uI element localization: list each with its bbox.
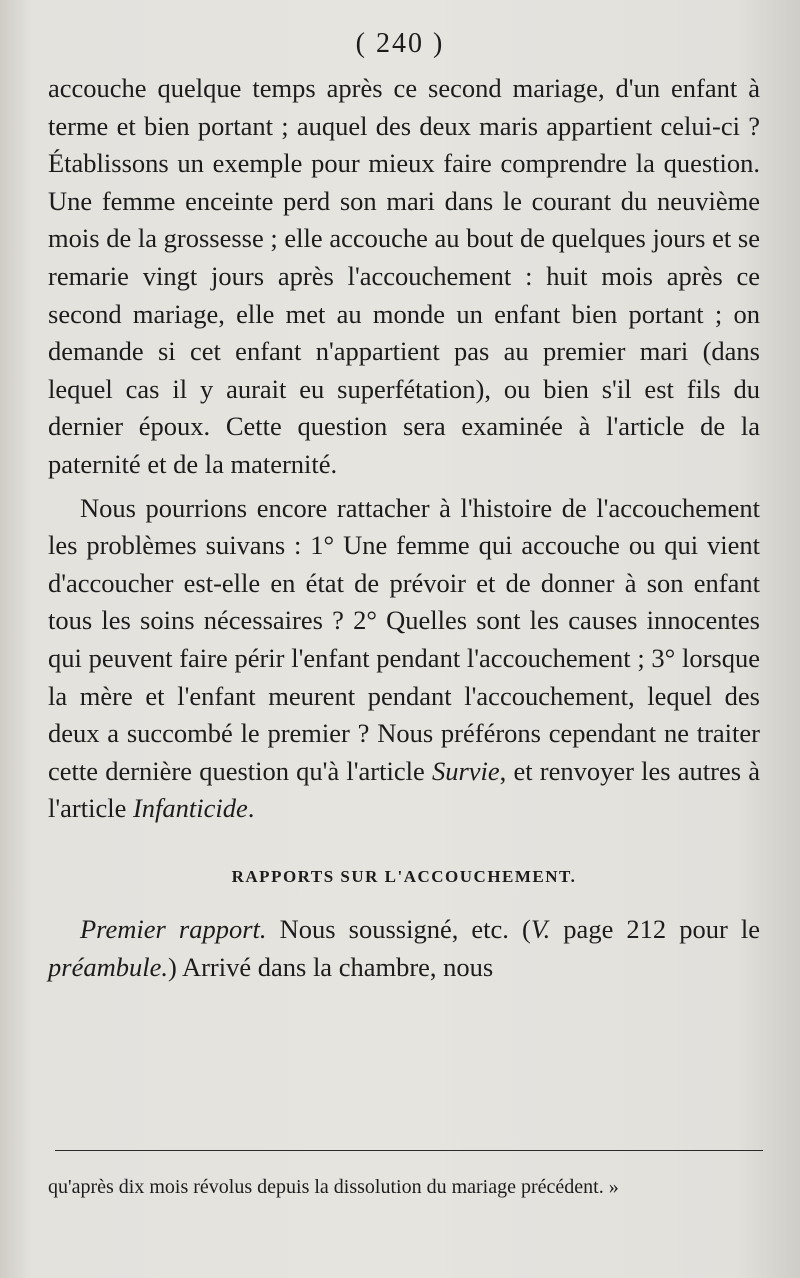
infanticide-reference: Infanticide [132, 793, 248, 824]
section-heading: RAPPORTS SUR L'ACCOUCHEMENT. [231, 866, 577, 886]
footnote-text: qu'après dix mois révolus depuis la dissolution du mariage précédent. » [48, 1176, 619, 1198]
paragraph-3-text-3: ) Arrivé dans la chambre, nous [167, 952, 494, 983]
v-abbreviation: V. [530, 914, 551, 945]
premier-rapport-label: Premier rapport. [80, 914, 267, 945]
paragraph-3 [48, 911, 760, 986]
paragraph-2 [48, 490, 760, 828]
paragraph-2-text: Nous pourrions encore rattacher à l'histoire de l'accouchement les problèmes suivans : 1° Une femme qui accouche ou qui vient d'accoucher est-elle en état de prévoir et de donner à son enfant tous les soins nécessaires ? 2° Quelles sont les causes innocentes qui peuvent faire périr l'enfant pendant l'accouchement ; 3° lorsque la mère et l'enfant meurent pendant l'accouchement, lequel des deux a succombé le premier ? Nous préférons cependant ne traiter cette dernière question qu'à l'article [48, 492, 760, 786]
main-text [48, 70, 760, 987]
paragraph-2-middle: , et renvoyer les autres à l'article [48, 755, 761, 824]
survie-reference: Survie [431, 755, 500, 786]
page-number: ( 240 ) [355, 28, 445, 59]
footnote [48, 1172, 763, 1203]
paragraph-1: accouche quelque temps après ce second mariage, d'un enfant à terme et bien portant ; auquel des deux maris appartient celui-ci ? Établissons un exemple pour mieux faire comprendre la question. Une femme enceinte perd son mari dans le courant du neuvième mois de la grossesse ; elle accouche au bout de quelques jours et se remarie vingt jours après l'accouchement : huit mois après ce second mariage, elle met au monde un enfant bien portant ; on demande si cet enfant n'appartient pas au premier mari (dans lequel cas il y aurait eu superfétation), ou bien s'il est fils du dernier époux. Cette question sera examinée à l'article de la paternité et de la maternité. [48, 73, 760, 479]
paragraph-3-text-2: page 212 pour le [550, 914, 760, 945]
paragraph-3-text-1: Nous soussigné, etc. ( [266, 914, 531, 945]
footnote-divider [55, 1150, 763, 1151]
paragraph-2-end: . [247, 793, 255, 824]
preambule-reference: préambule. [48, 952, 168, 983]
